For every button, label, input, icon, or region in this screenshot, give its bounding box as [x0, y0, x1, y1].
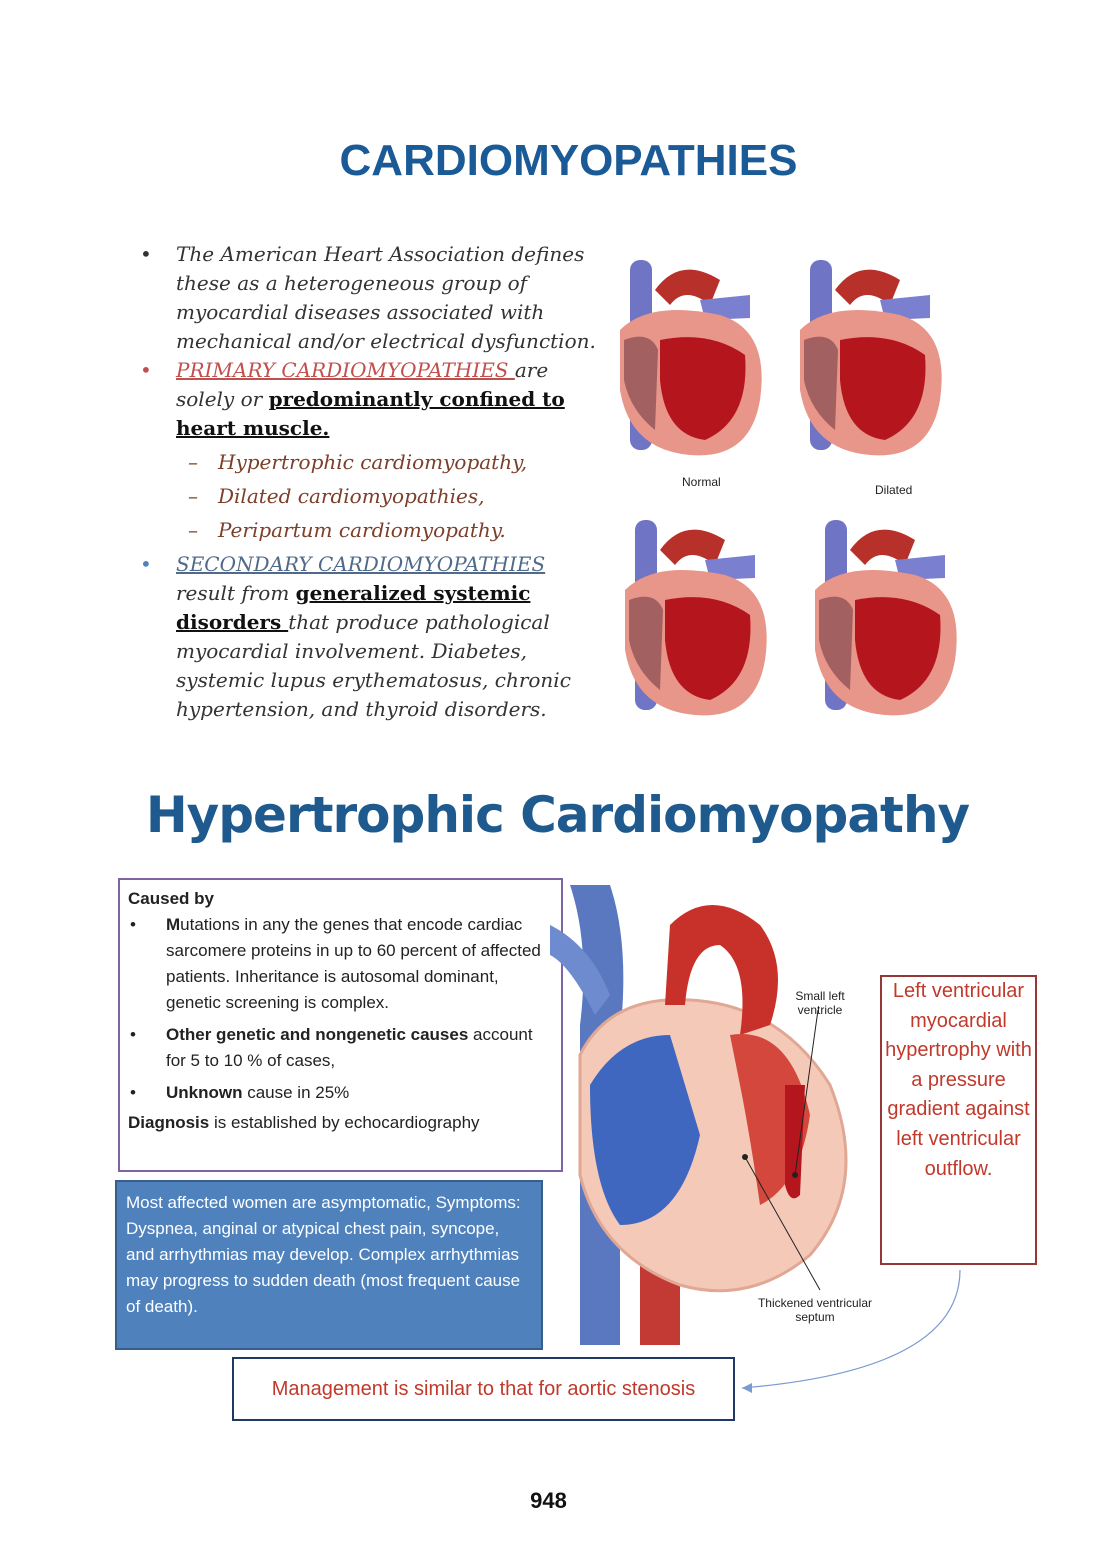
cause-bold: Unknown — [166, 1083, 243, 1102]
restrictive-heart — [815, 520, 957, 715]
normal-label: Normal — [682, 475, 721, 489]
secondary-text: result from — [176, 581, 296, 605]
page-number: 948 — [530, 1488, 567, 1513]
section-title: Hypertrophic Cardiomyopathy — [145, 786, 970, 844]
intro-bullets — [140, 240, 600, 724]
primary-heading: PRIMARY CARDIOMYOPATHIES — [176, 358, 515, 382]
cause-item — [128, 1080, 555, 1106]
heart-comparison-image — [600, 250, 980, 730]
cause-bold: M — [166, 915, 181, 934]
secondary-bullet — [140, 550, 600, 724]
cause-text: utations in any the genes that encode cardiac sarcomere proteins in up to 60 percent of affected patients. Inheritance is autosomal dominant, genetic screening is complex. — [166, 915, 541, 1012]
causes-heading: Caused by — [128, 889, 214, 908]
small-lv-label: Small left ventricle — [795, 989, 845, 1017]
secondary-heading: SECONDARY CARDIOMYOPATHIES — [176, 552, 546, 576]
lvh-note-box: Left ventricular myocardial hypertrophy with a pressure gradient against left ventricular outflow. — [880, 975, 1037, 1265]
diagnosis-line — [128, 1110, 555, 1136]
primary-type: – Peripartum cardiomyopathy. — [140, 516, 600, 545]
dilated-label: Dilated — [875, 483, 913, 497]
cause-item — [128, 1022, 555, 1074]
normal-heart — [620, 260, 762, 455]
hypertrophic-heart — [625, 520, 767, 715]
cause-text: account for 5 to 10 % of cases, — [166, 1025, 533, 1070]
primary-text: are solely or — [176, 358, 549, 411]
diagnosis-text: is established by echocardiography — [209, 1113, 480, 1132]
cause-bold: Other genetic and nongenetic causes — [166, 1025, 469, 1044]
definition-bullet: • The American Heart Association defines these as a heterogeneous group of myocardial diseases associated with mechanical and/or electrical dysfunction. — [140, 240, 600, 356]
primary-type: – Dilated cardiomyopathies, — [140, 482, 600, 511]
diagnosis-bold: Diagnosis — [128, 1113, 210, 1132]
primary-type: – Hypertrophic cardiomyopathy, — [140, 448, 600, 477]
page-title: CARDIOMYOPATHIES — [339, 136, 798, 185]
cause-text: cause in 25% — [242, 1083, 350, 1102]
dilated-heart — [800, 260, 942, 455]
symptoms-box: Most affected women are asymptomatic, Symptoms: Dyspnea, anginal or atypical chest pain, syncope, and arrhythmias may develop. Complex arrhythmias may progress to sudden death (most frequent cause of death). — [115, 1180, 543, 1350]
arrow-connector — [730, 1260, 980, 1400]
causes-box — [118, 878, 563, 1172]
primary-emphasis: predominantly confined to heart muscle. — [176, 387, 565, 440]
primary-bullet — [140, 356, 600, 443]
secondary-text-2: that produce pathological myocardial involvement. Diabetes, systemic lupus erythematosus, chronic hypertension, and thyroid disorders. — [176, 610, 571, 721]
cause-item — [128, 912, 555, 1016]
management-box: Management is similar to that for aortic stenosis — [232, 1357, 735, 1421]
septum-label: Thickened ventricular septum — [757, 1296, 873, 1324]
secondary-emphasis: generalized systemic disorders — [176, 581, 531, 634]
